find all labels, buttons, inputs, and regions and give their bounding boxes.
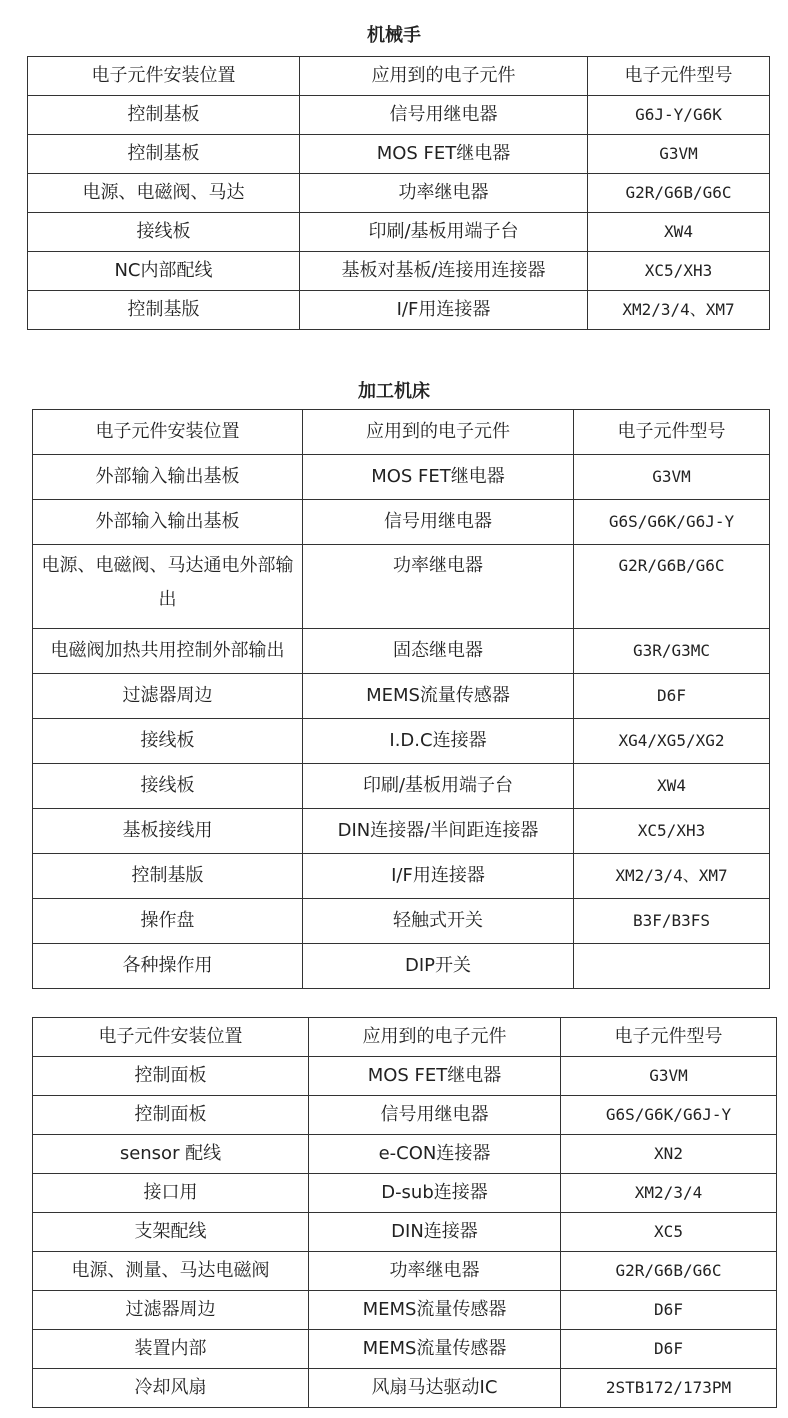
component-cell: 功率继电器	[303, 545, 574, 629]
table-row	[33, 500, 770, 545]
model-cell: G2R/G6B/G6C	[561, 1252, 777, 1291]
component-cell: 信号用继电器	[309, 1096, 561, 1135]
header-cell: 应用到的电子元件	[300, 57, 588, 96]
location-cell: 支架配线	[33, 1213, 309, 1252]
table-header-row	[33, 410, 770, 455]
model-cell: XW4	[574, 764, 770, 809]
header-cell: 应用到的电子元件	[303, 410, 574, 455]
location-cell: 控制基板	[28, 96, 300, 135]
component-cell: MEMS流量传感器	[303, 674, 574, 719]
header-cell: 电子元件型号	[574, 410, 770, 455]
component-cell: I/F用连接器	[300, 291, 588, 330]
section-title-machine-tool: 加工机床	[358, 381, 430, 402]
component-cell: 轻触式开关	[303, 899, 574, 944]
component-cell: I.D.C连接器	[303, 719, 574, 764]
table-row	[33, 1252, 777, 1291]
component-cell: DIP开关	[303, 944, 574, 989]
location-cell: 装置内部	[33, 1330, 309, 1369]
model-cell: G3VM	[561, 1057, 777, 1096]
component-cell: 基板对基板/连接用连接器	[300, 252, 588, 291]
location-cell: sensor 配线	[33, 1135, 309, 1174]
location-cell: 控制基版	[33, 854, 303, 899]
table-row	[33, 1096, 777, 1135]
table-row	[33, 1174, 777, 1213]
table-row	[33, 764, 770, 809]
location-cell: 控制基版	[28, 291, 300, 330]
table-row	[33, 545, 770, 629]
model-cell: XM2/3/4、XM7	[588, 291, 770, 330]
header-cell: 电子元件安装位置	[33, 410, 303, 455]
model-cell: D6F	[561, 1330, 777, 1369]
model-cell: XC5	[561, 1213, 777, 1252]
component-cell: 功率继电器	[309, 1252, 561, 1291]
model-cell: B3F/B3FS	[574, 899, 770, 944]
table-row	[33, 455, 770, 500]
table-header-row	[33, 1018, 777, 1057]
component-cell: D-sub连接器	[309, 1174, 561, 1213]
table-row	[33, 719, 770, 764]
model-cell: D6F	[561, 1291, 777, 1330]
table-row	[33, 1291, 777, 1330]
location-cell: 电源、电磁阀、马达	[28, 174, 300, 213]
table-row	[28, 252, 770, 291]
table-row	[33, 1213, 777, 1252]
component-cell: MOS FET继电器	[300, 135, 588, 174]
header-cell: 电子元件型号	[588, 57, 770, 96]
component-cell: I/F用连接器	[303, 854, 574, 899]
table-header-row	[28, 57, 770, 96]
table-row	[33, 1369, 777, 1408]
table-row	[28, 174, 770, 213]
location-cell: 电源、测量、马达电磁阀	[33, 1252, 309, 1291]
component-cell: MOS FET继电器	[309, 1057, 561, 1096]
table-row	[28, 96, 770, 135]
header-cell: 电子元件安装位置	[28, 57, 300, 96]
model-cell: G2R/G6B/G6C	[574, 545, 770, 629]
location-cell: 各种操作用	[33, 944, 303, 989]
component-cell: 固态继电器	[303, 629, 574, 674]
model-cell: G2R/G6B/G6C	[588, 174, 770, 213]
location-cell: 过滤器周边	[33, 1291, 309, 1330]
header-cell: 电子元件型号	[561, 1018, 777, 1057]
location-cell: 电磁阀加热共用控制外部输出	[33, 629, 303, 674]
model-cell: G6J-Y/G6K	[588, 96, 770, 135]
section-title-robot-arm: 机械手	[367, 25, 421, 46]
table-row	[33, 854, 770, 899]
location-cell: 冷却风扇	[33, 1369, 309, 1408]
model-cell: G6S/G6K/G6J-Y	[561, 1096, 777, 1135]
header-cell: 电子元件安装位置	[33, 1018, 309, 1057]
model-cell: D6F	[574, 674, 770, 719]
component-cell: 功率继电器	[300, 174, 588, 213]
location-cell: 外部输入输出基板	[33, 455, 303, 500]
table-row	[33, 809, 770, 854]
component-cell: MEMS流量传感器	[309, 1291, 561, 1330]
model-cell: XW4	[588, 213, 770, 252]
component-cell: 信号用继电器	[300, 96, 588, 135]
table-row	[33, 1057, 777, 1096]
model-cell	[574, 944, 770, 989]
model-cell: 2STB172/173PM	[561, 1369, 777, 1408]
location-cell: 接口用	[33, 1174, 309, 1213]
table-row	[33, 944, 770, 989]
table-row	[33, 674, 770, 719]
location-cell: 基板接线用	[33, 809, 303, 854]
header-cell: 应用到的电子元件	[309, 1018, 561, 1057]
location-cell: 操作盘	[33, 899, 303, 944]
model-cell: G6S/G6K/G6J-Y	[574, 500, 770, 545]
component-cell: 风扇马达驱动IC	[309, 1369, 561, 1408]
component-cell: MOS FET继电器	[303, 455, 574, 500]
machine-tool-table	[32, 409, 770, 989]
component-cell: 印刷/基板用端子台	[300, 213, 588, 252]
robot-arm-table	[27, 56, 770, 330]
location-cell: 接线板	[33, 719, 303, 764]
location-cell: 接线板	[28, 213, 300, 252]
location-cell: 电源、电磁阀、马达通电外部输出	[33, 545, 303, 629]
table-row	[33, 629, 770, 674]
table-row	[28, 135, 770, 174]
model-cell: XM2/3/4、XM7	[574, 854, 770, 899]
model-cell: G3VM	[588, 135, 770, 174]
table-row	[28, 213, 770, 252]
model-cell: G3VM	[574, 455, 770, 500]
component-cell: 信号用继电器	[303, 500, 574, 545]
location-cell: 控制基板	[28, 135, 300, 174]
table-row	[33, 1330, 777, 1369]
location-cell: 控制面板	[33, 1096, 309, 1135]
component-cell: MEMS流量传感器	[309, 1330, 561, 1369]
table-row	[28, 291, 770, 330]
model-cell: XG4/XG5/XG2	[574, 719, 770, 764]
equipment-table	[32, 1017, 777, 1408]
table-row	[33, 899, 770, 944]
model-cell: G3R/G3MC	[574, 629, 770, 674]
table-row	[33, 1135, 777, 1174]
model-cell: XC5/XH3	[574, 809, 770, 854]
location-cell: 过滤器周边	[33, 674, 303, 719]
component-cell: DIN连接器	[309, 1213, 561, 1252]
component-cell: 印刷/基板用端子台	[303, 764, 574, 809]
location-cell: NC内部配线	[28, 252, 300, 291]
component-cell: DIN连接器/半间距连接器	[303, 809, 574, 854]
model-cell: XM2/3/4	[561, 1174, 777, 1213]
location-cell: 外部输入输出基板	[33, 500, 303, 545]
model-cell: XC5/XH3	[588, 252, 770, 291]
component-cell: e-CON连接器	[309, 1135, 561, 1174]
model-cell: XN2	[561, 1135, 777, 1174]
location-cell: 控制面板	[33, 1057, 309, 1096]
location-cell: 接线板	[33, 764, 303, 809]
